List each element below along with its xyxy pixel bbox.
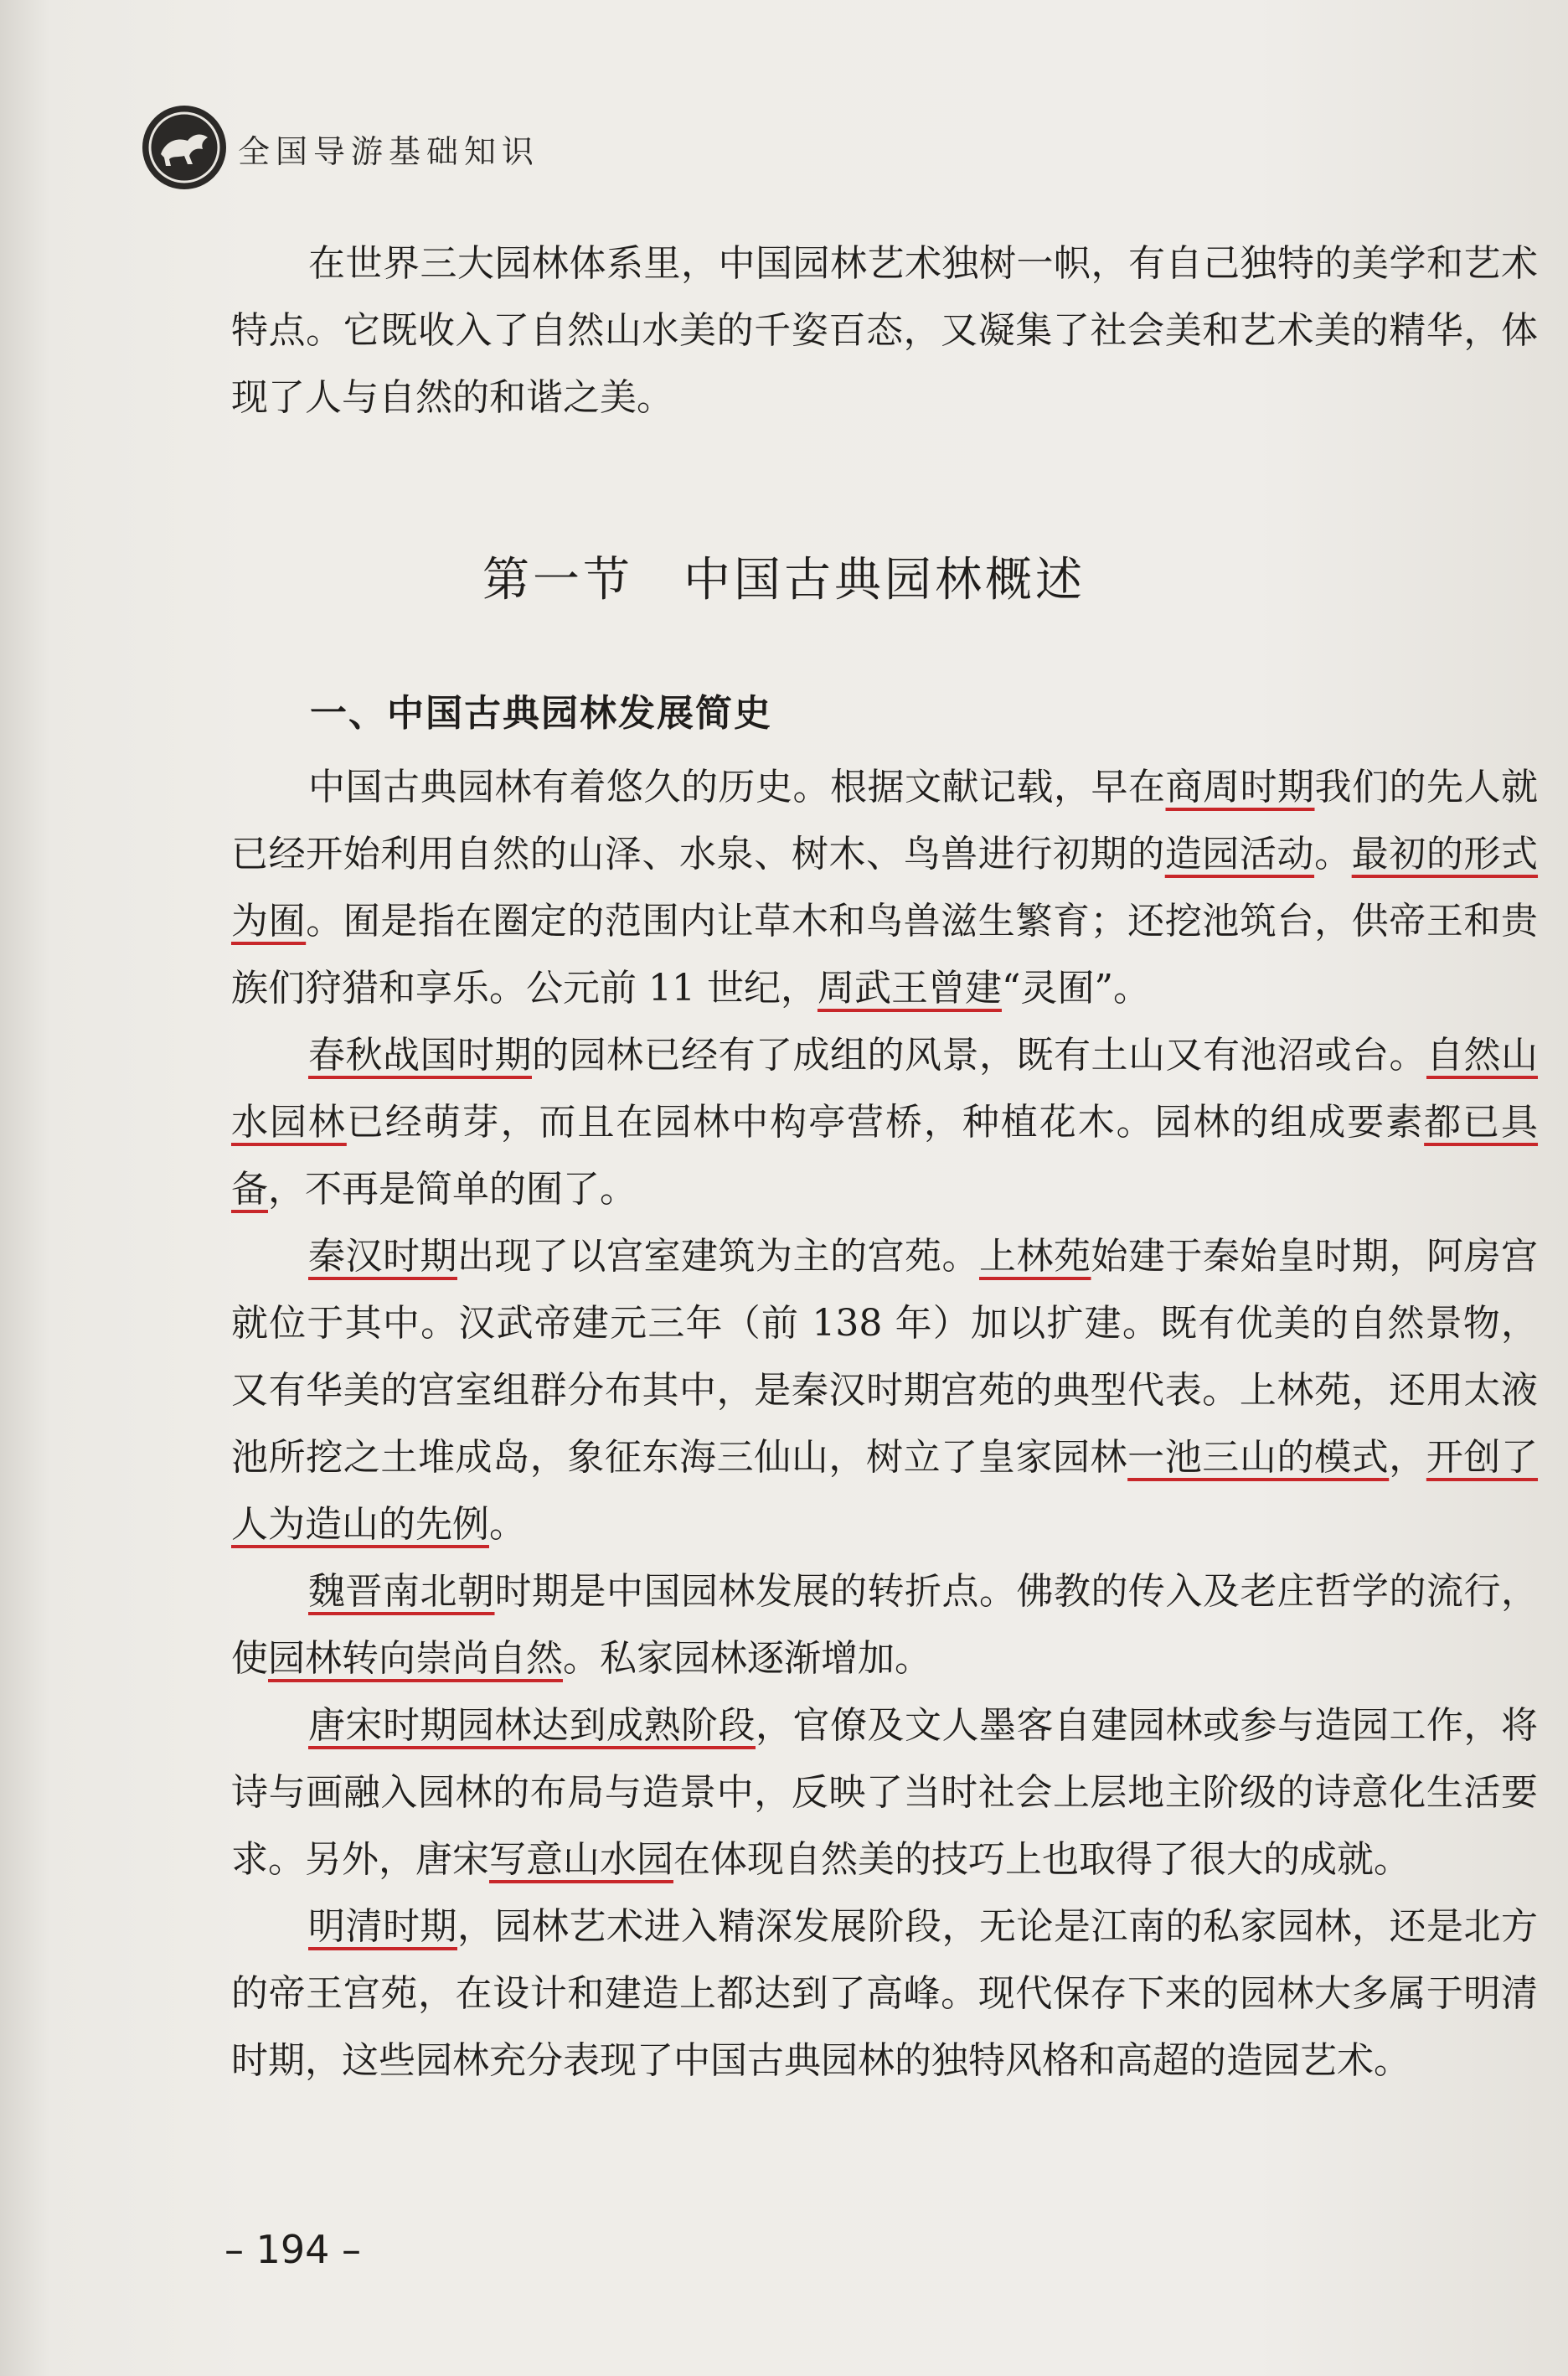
underlined-phrase: 写意山水园 xyxy=(489,1838,673,1881)
text-run: 始建于秦始皇时期，阿房宫就位于其中。汉武帝建元三年（前 138 年）加以扩建。既有优美的自然景物，又有华美的宫室组群分布其中，是秦汉时期宫苑的典型代表。上林苑，还用太液池所挖之土堆成岛，象征东海三仙山，树立了皇家园林 xyxy=(231,1235,1538,1479)
text-run: ， xyxy=(1389,1436,1426,1479)
text-run: ，官僚及文人墨客自建园林或参与造园工作，将诗与画融入园林的布局与造景中，反映了当时社会上层地主阶级的诗意化生活要求。另外，唐宋 xyxy=(231,1704,1538,1881)
underlined-phrase: 明清时期 xyxy=(308,1905,457,1948)
section-title: 第一节 中国古典园林概述 xyxy=(482,553,1086,607)
text-run: 我们的先人就已经开始利用自然的山泽、水泉、树木、鸟兽进行初期的 xyxy=(231,766,1538,876)
body-paragraph xyxy=(231,754,1538,1022)
underlined-phrase: 周武王曾建 xyxy=(817,967,1002,1010)
text-run: 。 xyxy=(1314,833,1352,876)
text-run: ，不再是简单的囿了。 xyxy=(268,1168,637,1211)
underlined-phrase: 魏晋南北朝 xyxy=(308,1570,495,1613)
body-paragraph xyxy=(231,1558,1538,1692)
underlined-phrase: 春秋战国时期 xyxy=(308,1034,532,1077)
underlined-phrase: 一池三山的模式 xyxy=(1127,1436,1390,1479)
body-paragraph xyxy=(231,1893,1538,2094)
subsection-title: 一、中国古典园林发展简史 xyxy=(310,692,772,735)
underlined-phrase: 开创了人为造山的先例 xyxy=(231,1436,1539,1546)
underlined-phrase: 自然山水园林 xyxy=(231,1034,1538,1144)
body-paragraph xyxy=(231,1692,1538,1893)
history-body xyxy=(231,754,1538,2094)
intro-section xyxy=(231,230,1538,431)
text-run: 时期是中国园林发展的转折点。佛教的传入及老庄哲学的流行，使 xyxy=(231,1570,1538,1680)
text-run: 在体现自然美的技巧上也取得了很大的成就。 xyxy=(673,1838,1411,1881)
underlined-phrase: 商周时期 xyxy=(1165,766,1315,808)
underlined-phrase: 都已具备 xyxy=(231,1101,1539,1211)
text-run: 已经萌芽，而且在园林中构亭营桥，种植花木。园林的组成要素 xyxy=(346,1101,1425,1144)
text-run: “灵囿”。 xyxy=(1001,967,1150,1010)
intro-paragraph: 在世界三大园林体系里，中国园林艺术独树一帜，有自己独特的美学和艺术特点。它既收入了自然山水美的千姿百态，又凝集了社会美和艺术美的精华，体现了人与自然的和谐之美。 xyxy=(231,242,1538,419)
text-run: 中国古典园林有着悠久的历史。根据文献记载，早在 xyxy=(308,766,1166,808)
text-run: 。私家园林逐渐增加。 xyxy=(563,1637,931,1680)
underlined-phrase: 上林苑 xyxy=(979,1235,1091,1278)
body-paragraph xyxy=(231,1022,1538,1223)
text-run: 的园林已经有了成组的风景，既有土山又有池沼或台。 xyxy=(532,1034,1426,1077)
text-run: ，园林艺术进入精深发展阶段，无论是江南的私家园林，还是北方的帝王宫苑，在设计和建造上都达到了高峰。现代保存下来的园林大多属于明清时期，这些园林充分表现了中国古典园林的独特风格和高超的造园艺术。 xyxy=(231,1905,1538,2082)
text-run: 出现了以宫室建筑为主的宫苑。 xyxy=(457,1235,979,1278)
text-run: 。 xyxy=(489,1503,526,1546)
publisher-seal-icon xyxy=(141,104,228,191)
underlined-phrase: 园林转向崇尚自然 xyxy=(268,1637,563,1680)
underlined-phrase: 秦汉时期 xyxy=(308,1235,457,1278)
running-header-title: 全国导游基础知识 xyxy=(238,133,540,170)
underlined-phrase: 唐宋时期园林达到成熟阶段 xyxy=(308,1704,756,1747)
underlined-phrase: 造园活动 xyxy=(1164,833,1315,876)
page-number: – 194 – xyxy=(224,2227,362,2272)
body-paragraph xyxy=(231,1223,1538,1558)
underlined-phrase: 最初的形式为囿 xyxy=(231,833,1539,943)
text-run: 。囿是指在圈定的范围内让草木和鸟兽滋生繁育；还挖池筑台，供帝王和贵族们狩猎和享乐。公元前 11 世纪， xyxy=(231,900,1539,1010)
